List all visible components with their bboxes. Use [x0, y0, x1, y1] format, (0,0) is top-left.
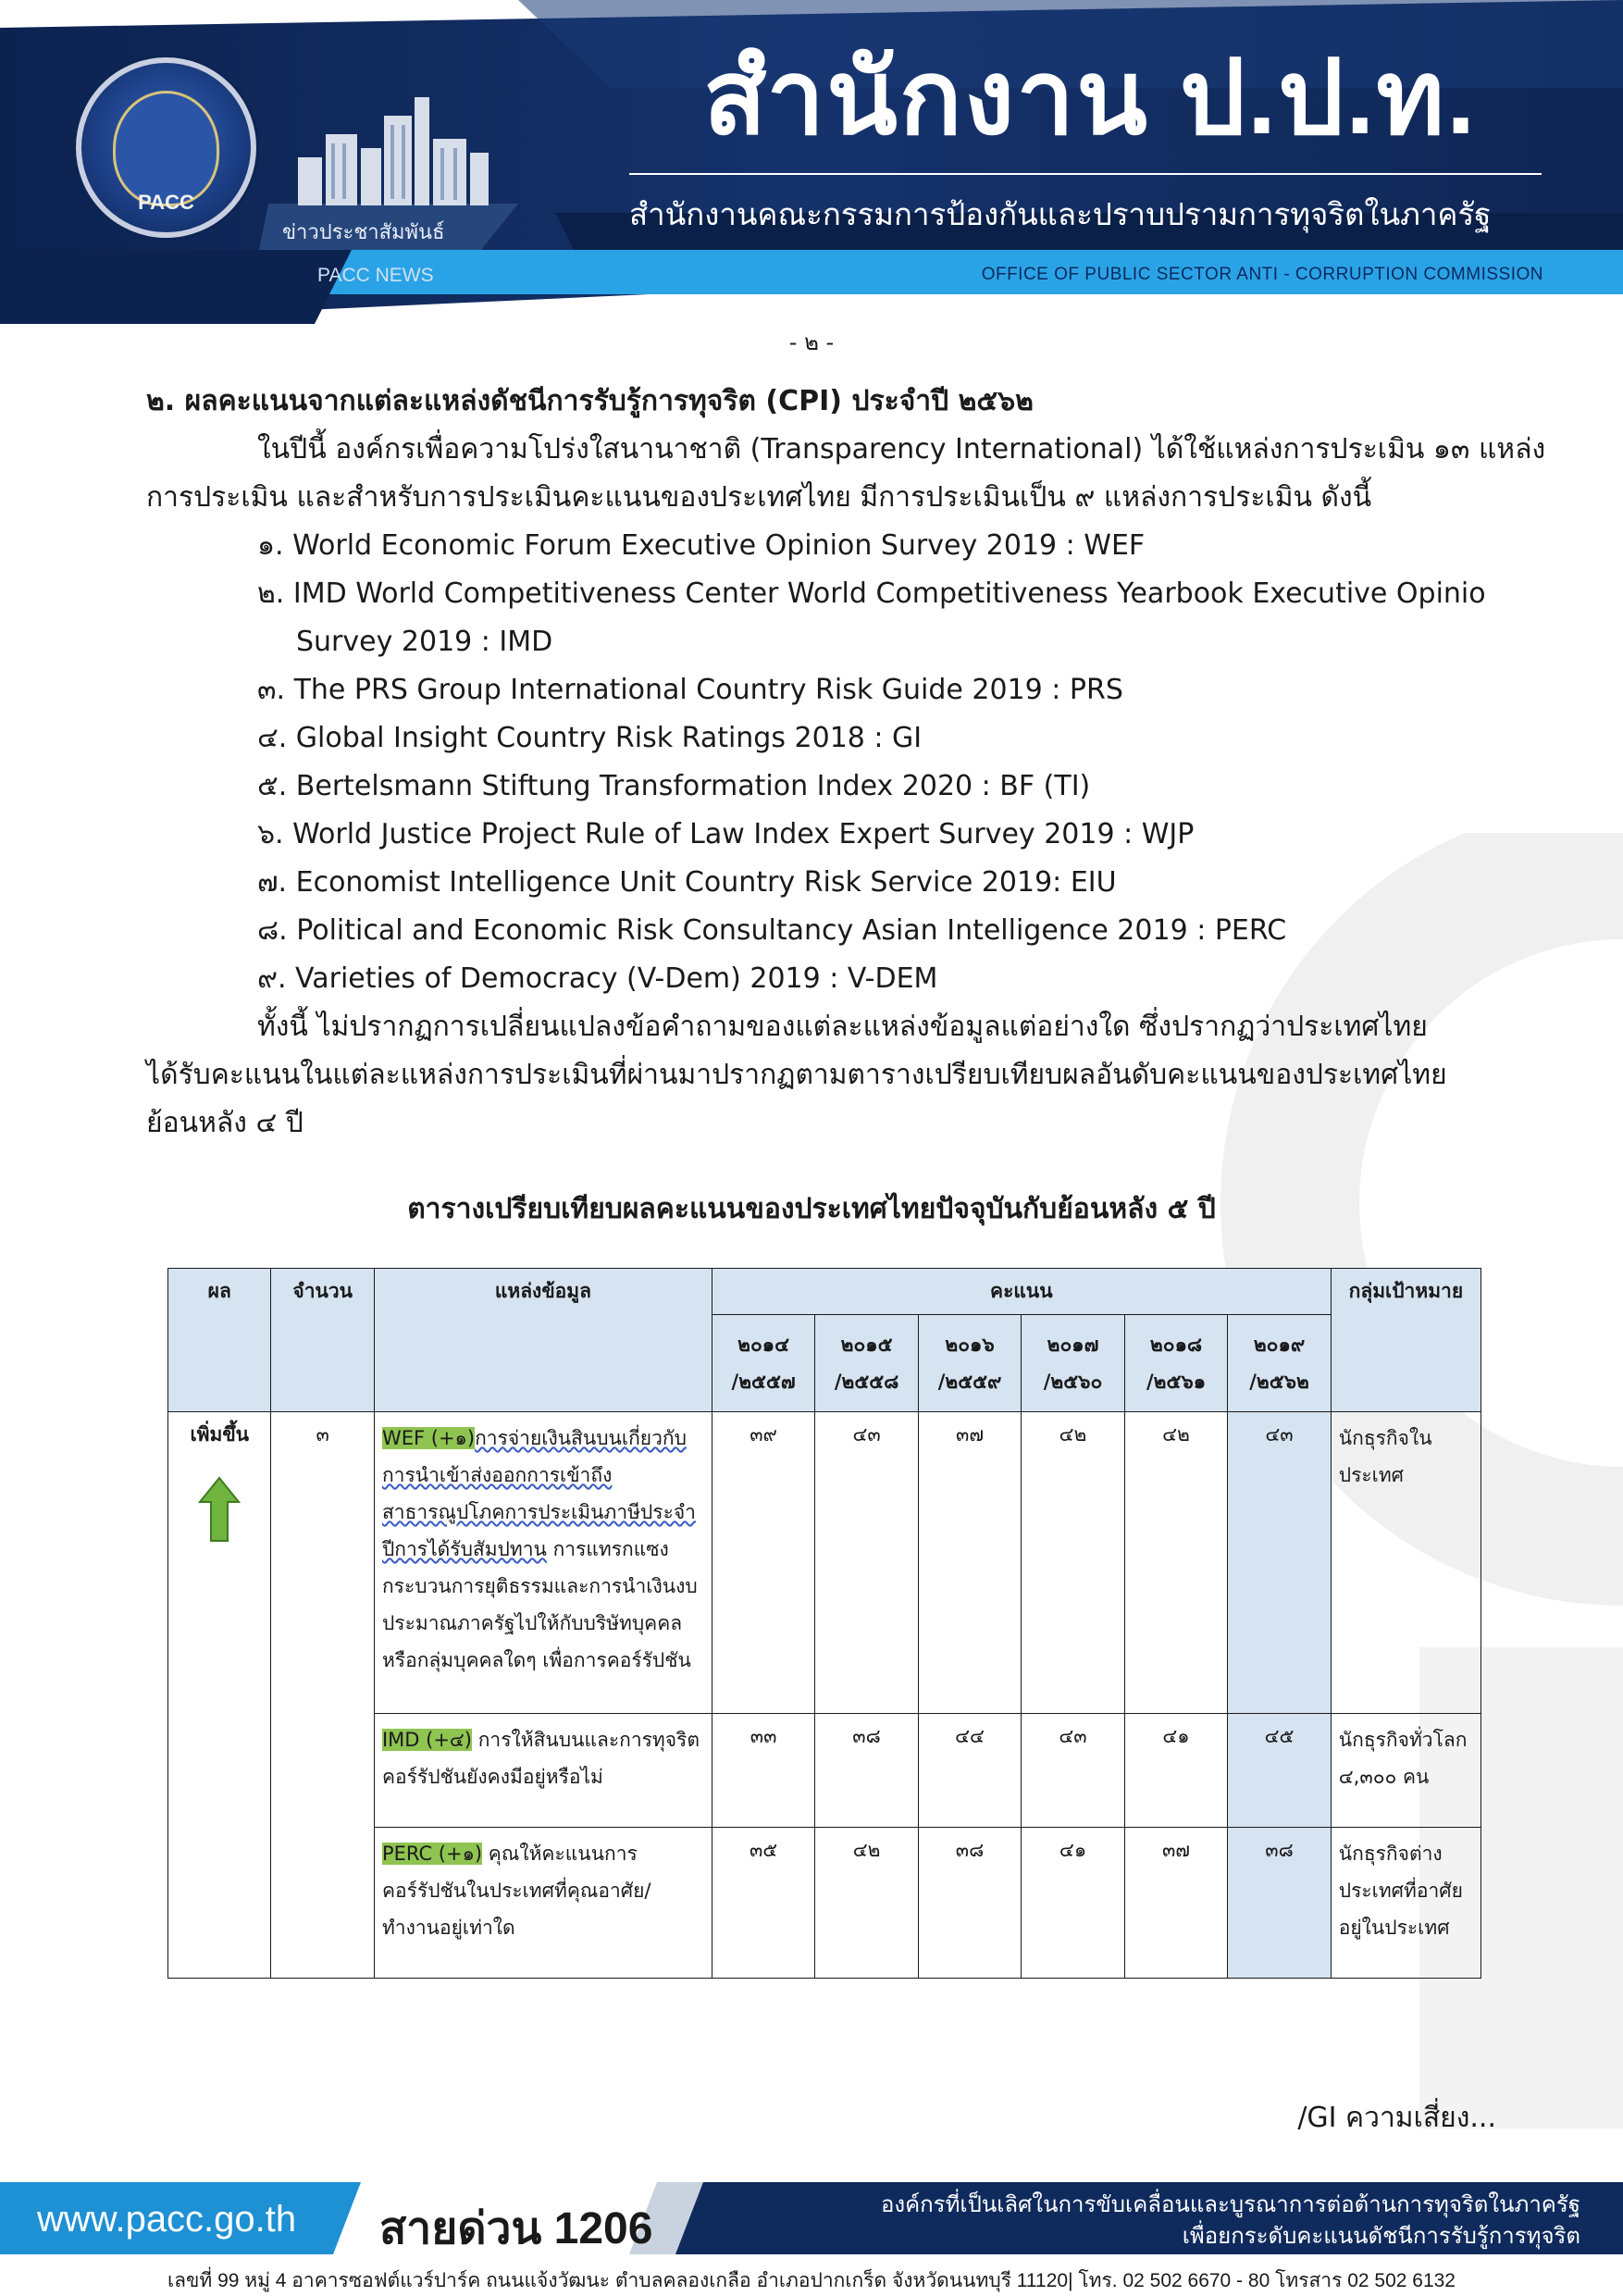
page-number: - ๒ - — [788, 329, 835, 355]
closing-line-3: ย้อนหลัง ๔ ปี — [146, 1107, 304, 1139]
up-arrow-icon — [198, 1476, 241, 1543]
source-cell — [374, 1412, 712, 1714]
org-english-name: OFFICE OF PUBLIC SECTOR ANTI - CORRUPTION COMMISSION — [981, 265, 1543, 284]
source-tag: PERC (+๑) — [381, 1843, 483, 1865]
effect-cell — [168, 1412, 271, 1979]
header-count: จำนวน — [271, 1269, 374, 1412]
org-subtitle: สำนักงานคณะกรรมการป้องกันและปราบปรามการทุจริตในภาครัฐ — [629, 197, 1492, 231]
header-source: แหล่งข้อมูล — [374, 1269, 712, 1412]
score-cell: ๔๒ — [1124, 1412, 1227, 1714]
score-cell: ๓๘ — [918, 1828, 1021, 1979]
table-caption: ตารางเปรียบเทียบผลคะแนนของประเทศไทยปัจจุบันกับย้อนหลัง ๕ ปี — [407, 1193, 1216, 1225]
footer-address: เลขที่ 99 หมู่ 4 อาคารซอฟต์แวร์ปาร์ค ถนนแจ้งวัฒนะ ตำบลคลองเกลือ อำเภอปากเกร็ด จังหวัดนนทบุรี 11120| โทร. 02 502 6670 - 80 โทรสาร 02 502 6132 — [167, 2270, 1456, 2291]
intro-line-1: ในปีนี้ องค์กรเพื่อความโปร่งใสนานาชาติ (Transparency International) ได้ใช้แหล่งการประเมิน ๑๓ แหล่ง — [257, 433, 1546, 465]
year-header: ๒๐๑๖ /๒๕๕๙ — [918, 1315, 1021, 1412]
score-cell: ๔๑ — [1124, 1714, 1227, 1828]
source-item-continued: Survey 2019 : IMD — [296, 626, 553, 658]
section-label: ข่าวประชาสัมพันธ์ — [282, 220, 445, 243]
score-cell: ๔๒ — [1022, 1412, 1124, 1714]
news-label: PACC NEWS — [317, 265, 434, 286]
year-header: ๒๐๑๕ /๒๕๕๘ — [815, 1315, 918, 1412]
header-target: กลุ่มเป้าหมาย — [1331, 1269, 1481, 1412]
source-item: ๑. World Economic Forum Executive Opinion Survey 2019 : WEF — [257, 529, 1146, 562]
source-item: ๓. The PRS Group International Country Risk Guide 2019 : PRS — [257, 674, 1123, 706]
emblem-shield-icon — [113, 91, 219, 206]
score-cell: ๔๔ — [918, 1714, 1021, 1828]
score-cell: ๓๘ — [815, 1714, 918, 1828]
footer-tagline-1: องค์กรที่เป็นเลิศในการขับเคลื่อนและบูรณาการต่อต้านการทุจริตในภาครัฐ — [880, 2192, 1580, 2217]
section-heading: ๒. ผลคะแนนจากแต่ละแหล่งดัชนีการรับรู้การทุจริต (CPI) ประจำปี ๒๕๖๒ — [146, 385, 1034, 417]
hotline-label: สายด่วน 1206 — [379, 2204, 653, 2253]
source-desc: คุณให้คะแนนการคอร์รัปชันในประเทศที่คุณอาศัย/ทำงานอยู่เท่าใด — [381, 1843, 651, 1939]
table-row — [168, 1412, 1481, 1714]
target-cell: นักธุรกิจต่างประเทศที่อาศัยอยู่ในประเทศ — [1331, 1828, 1481, 1979]
source-cell — [374, 1828, 712, 1979]
target-cell: นักธุรกิจทั่วโลก ๔,๓๐๐ คน — [1331, 1714, 1481, 1828]
source-desc: การแทรกแซงกระบวนการยุติธรรมและการนำเงินงบประมาณภาครัฐไปให้กับบริษัทบุคคลหรือกลุ่มบุคคลใดๆ เพื่อการคอร์รัปชัน — [381, 1538, 698, 1671]
score-cell: ๓๗ — [918, 1412, 1021, 1714]
source-desc: การให้สินบนและการทุจริตคอร์รัปชันยังคงมีอยู่หรือไม่ — [381, 1729, 700, 1788]
source-tag: WEF (+๑) — [381, 1427, 476, 1449]
score-cell-current: ๔๕ — [1228, 1714, 1332, 1828]
score-cell: ๓๙ — [712, 1412, 814, 1714]
year-header: ๒๐๑๘ /๒๕๖๑ — [1124, 1315, 1227, 1412]
target-cell: นักธุรกิจในประเทศ — [1331, 1412, 1481, 1714]
pacc-emblem-logo — [76, 57, 256, 238]
source-tag: IMD (+๔) — [381, 1729, 473, 1751]
intro-line-2: การประเมิน และสำหรับการประเมินคะแนนของประเทศไทย มีการประเมินเป็น ๙ แหล่งการประเมิน ดังนี้ — [146, 481, 1372, 514]
year-header: ๒๐๑๗ /๒๕๖๐ — [1022, 1315, 1124, 1412]
score-cell-current: ๔๓ — [1228, 1412, 1332, 1714]
emblem-text: PACC — [138, 191, 194, 214]
score-comparison-table — [167, 1268, 1481, 1979]
source-item: ๗. Economist Intelligence Unit Country Risk Service 2019: EIU — [257, 866, 1117, 899]
header-effect: ผล — [168, 1269, 271, 1412]
source-cell — [374, 1714, 712, 1828]
score-cell: ๓๕ — [712, 1828, 814, 1979]
score-cell: ๓๓ — [712, 1714, 814, 1828]
year-header: ๒๐๑๔ /๒๕๕๗ — [712, 1315, 814, 1412]
org-title: สำนักงาน ป.ป.ท. — [703, 40, 1478, 155]
closing-line-1: ทั้งนี้ ไม่ปรากฏการเปลี่ยนแปลงข้อคำถามของแต่ละแหล่งข้อมูลแต่อย่างใด ซึ่งปรากฏว่าประเทศไทย — [257, 1011, 1428, 1043]
page-footer — [0, 2173, 1623, 2296]
source-item: ๘. Political and Economic Risk Consultancy Asian Intelligence 2019 : PERC — [257, 914, 1287, 947]
source-item: ๒. IMD World Competitiveness Center World Competitiveness Yearbook Executive Opinio — [257, 577, 1486, 610]
source-desc-underlined: การจ่ายเงินสินบนเกี่ยวกับการนำเข้าส่งออกการเข้าถึงสาธารณูปโภคการประเมินภาษีประจำปีการได้รับสัมปทาน — [381, 1427, 696, 1560]
closing-line-2: ได้รับคะแนนในแต่ละแหล่งการประเมินที่ผ่านมาปรากฏตามตารางเปรียบเทียบผลอันดับคะแนนของประเทศไทย — [146, 1059, 1447, 1091]
source-item: ๕. Bertelsmann Stiftung Transformation Index 2020 : BF (TI) — [257, 770, 1091, 802]
score-cell-current: ๓๘ — [1228, 1828, 1332, 1979]
website-link[interactable]: www.pacc.go.th — [37, 2199, 297, 2240]
source-item: ๔. Global Insight Country Risk Ratings 2018 : GI — [257, 722, 923, 754]
source-item: ๖. World Justice Project Rule of Law Index Expert Survey 2019 : WJP — [257, 818, 1195, 850]
continuation-note: /GI ความเสี่ยง... — [1297, 2102, 1496, 2134]
header-score: คะแนน — [712, 1269, 1331, 1315]
effect-value: เพิ่มขึ้น — [190, 1423, 250, 1446]
footer-tagline-2: เพื่อยกระดับคะแนนดัชนีการรับรู้การทุจริต — [1182, 2224, 1580, 2249]
score-cell: ๔๑ — [1022, 1828, 1124, 1979]
score-cell: ๓๗ — [1124, 1828, 1227, 1979]
score-cell: ๔๒ — [815, 1828, 918, 1979]
year-header: ๒๐๑๙ /๒๕๖๒ — [1228, 1315, 1332, 1412]
count-cell: ๓ — [271, 1412, 374, 1979]
score-cell: ๔๓ — [1022, 1714, 1124, 1828]
source-item: ๙. Varieties of Democracy (V-Dem) 2019 : V-DEM — [257, 962, 938, 995]
score-cell: ๔๓ — [815, 1412, 918, 1714]
page-header — [0, 0, 1623, 324]
